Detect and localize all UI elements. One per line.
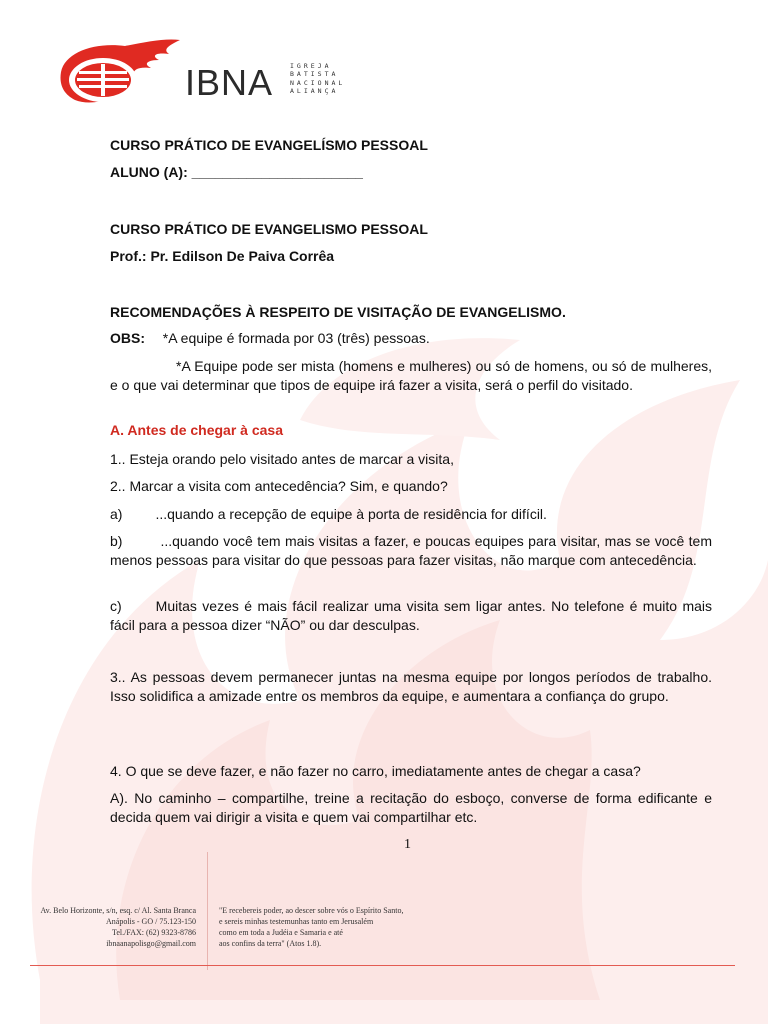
verse-line: "E recebereis poder, ao descer sobre vós o Espírito Santo, bbox=[219, 906, 404, 915]
obs-text: *A equipe é formada por 03 (três) pessoas. bbox=[162, 330, 430, 346]
list-item bbox=[110, 532, 712, 570]
professor-name: Prof.: Pr. Edilson De Paiva Corrêa bbox=[110, 248, 335, 264]
obs-line bbox=[110, 330, 430, 346]
recommendations-heading: RECOMENDAÇÕES À RESPEITO DE VISITAÇÃO DE EVANGELISMO. bbox=[110, 304, 566, 320]
section-a-heading: A. Antes de chegar à casa bbox=[110, 422, 284, 438]
student-name-field: ALUNO (A): ______________________ bbox=[110, 164, 363, 180]
brand-name: IBNA bbox=[185, 62, 274, 103]
list-item bbox=[110, 506, 547, 522]
item-label: c) bbox=[110, 598, 122, 614]
address-line: Av. Belo Horizonte, s/n, esq. c/ Al. Santa Branca bbox=[40, 906, 196, 915]
course-title: CURSO PRÁTICO DE EVANGELISMO PESSOAL bbox=[110, 221, 428, 237]
item-text: ...quando você tem mais visitas a fazer, e poucas equipes para visitar, mas se você tem menos pessoas para visitar do que pessoas para fazer visitas, não marque com antecedência. bbox=[110, 533, 712, 568]
footer-address bbox=[20, 905, 196, 949]
obs-label: OBS: bbox=[110, 330, 145, 346]
list-item: A). No caminho – compartilhe, treine a recitação do esboço, converse de forma edificante e decida quem vai dirigir a visita e quem vai compartilhar etc. bbox=[110, 790, 712, 825]
verse-line: como em toda a Judéia e Samaria e até bbox=[219, 928, 343, 937]
brand-sub-line: NACIONAL bbox=[290, 78, 346, 87]
course-title: CURSO PRÁTICO DE EVANGELÍSMO PESSOAL bbox=[110, 137, 428, 153]
list-item bbox=[110, 597, 712, 635]
item-text: Muitas vezes é mais fácil realizar uma visita sem ligar antes. No telefone é muito mais fácil para a pessoa dizer “NÃO” ou dar desculpas. bbox=[110, 598, 712, 633]
brand-subtitle bbox=[290, 62, 360, 96]
list-item: 1.. Esteja orando pelo visitado antes de marcar a visita, bbox=[110, 451, 454, 467]
verse-line: aos confins da terra" (Atos 1.8). bbox=[219, 939, 322, 948]
footer-divider bbox=[207, 852, 208, 970]
item-text: ...quando a recepção de equipe à porta de residência for difícil. bbox=[155, 506, 547, 522]
brand-sub-line: ALIANÇA bbox=[290, 87, 339, 96]
team-note: *A Equipe pode ser mista (homens e mulheres) ou só de homens, ou só de mulheres, e o que vai determinar que tipos de equipe irá fazer a visita, será o perfil do visitado. bbox=[110, 358, 712, 393]
footer-verse bbox=[219, 905, 439, 949]
item-label: a) bbox=[110, 506, 123, 522]
footer-rule bbox=[30, 965, 735, 966]
item-label: b) bbox=[110, 533, 123, 549]
brand-sub-line: BATISTA bbox=[290, 70, 339, 79]
email-link[interactable]: ibnaanapolisgo@gmail.com bbox=[106, 939, 196, 948]
page-number: 1 bbox=[404, 837, 411, 852]
list-item: 3.. As pessoas devem permanecer juntas na mesma equipe por longos períodos de trabalho. Isso solidifica a amizade entre os membros da equipe, e aumentara a confiança do grupo. bbox=[110, 669, 712, 704]
list-item: 4. O que se deve fazer, e não fazer no carro, imediatamente antes de chegar a casa? bbox=[110, 763, 641, 779]
verse-line: e sereis minhas testemunhas tanto em Jerusalém bbox=[219, 917, 374, 926]
address-line: Anápolis - GO / 75.123-150 bbox=[106, 917, 196, 926]
list-item: 2.. Marcar a visita com antecedência? Sim, e quando? bbox=[110, 478, 448, 494]
address-line: Tel./FAX: (62) 9323-8786 bbox=[112, 928, 196, 937]
brand-sub-line: IGREJA bbox=[290, 62, 332, 70]
